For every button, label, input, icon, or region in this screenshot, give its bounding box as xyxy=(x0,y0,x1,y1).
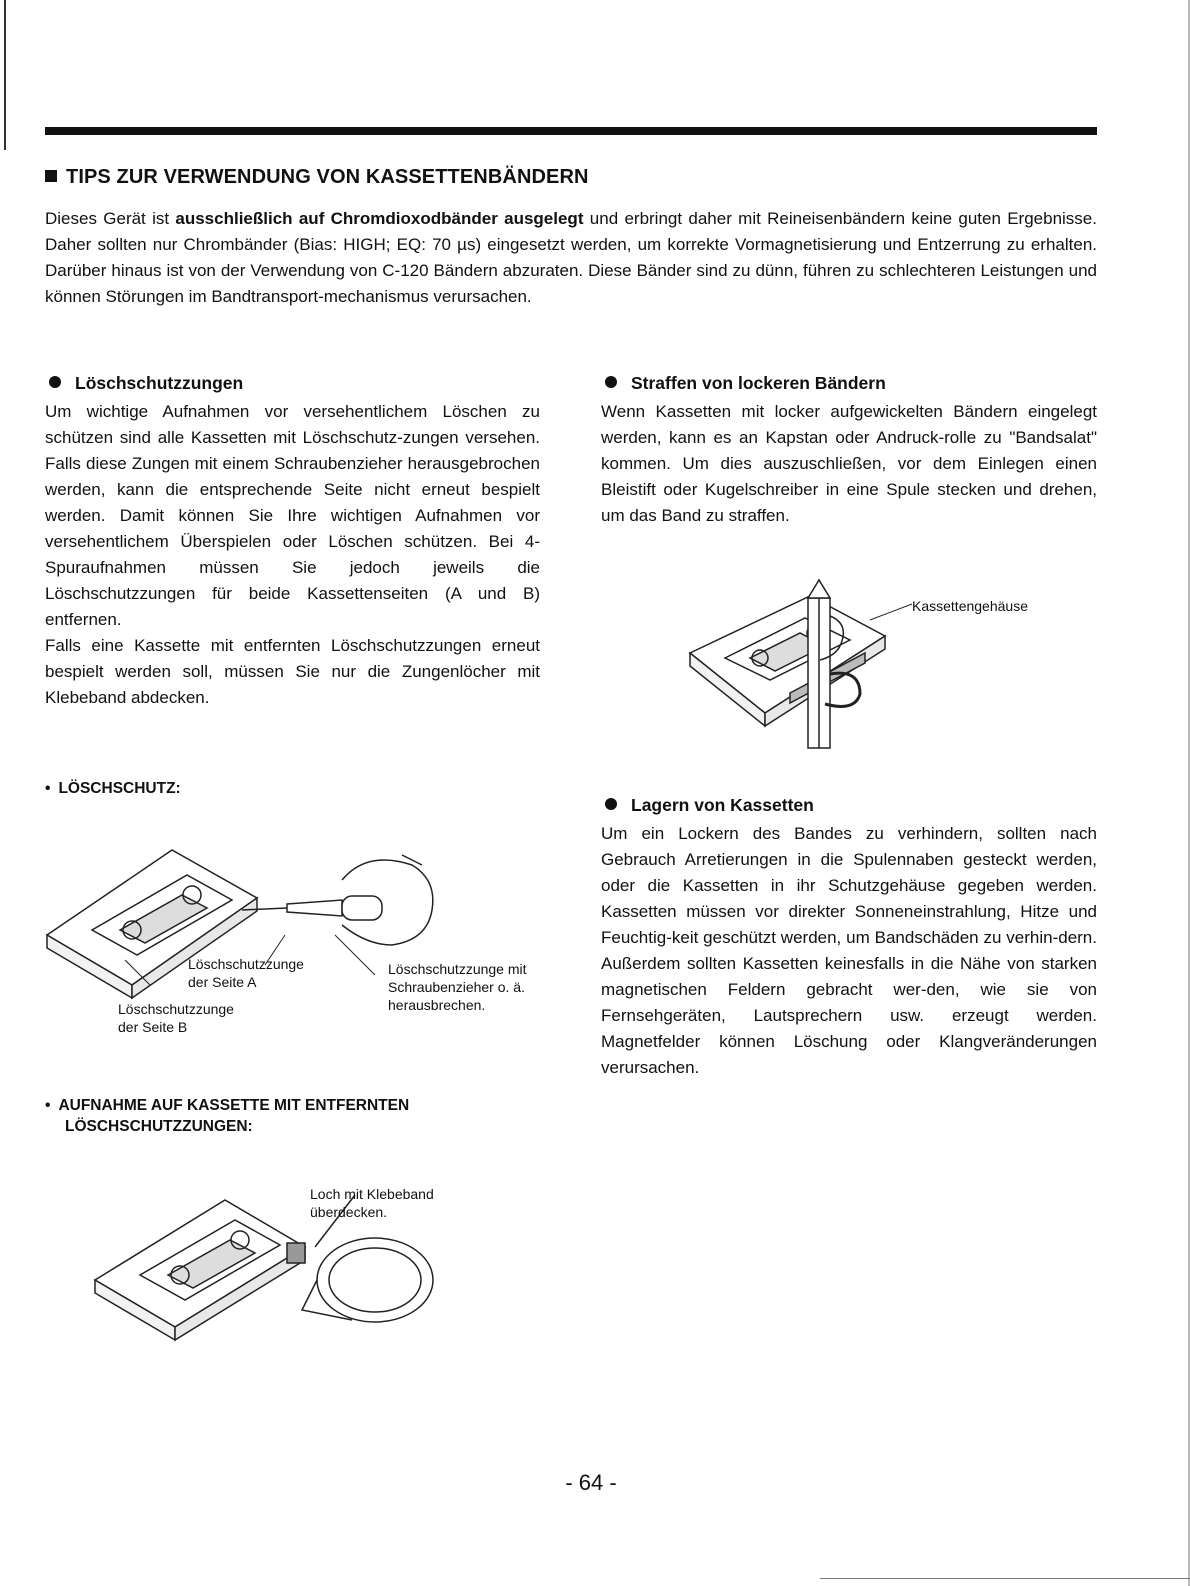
intro-bold: ausschließlich auf Chromdioxodbänder ausgelegt xyxy=(175,209,584,228)
fig1-heading: • LÖSCHSCHUTZ: xyxy=(45,780,181,797)
intro-paragraph: Dieses Gerät ist ausschließlich auf Chromdioxodbänder ausgelegt und erbringt daher mit Reineisenbändern keine guten Ergebnisse. Daher sollten nur Chrombänder (Bias: HIGH; EQ: 70 µs) eingesetzt werden, um korrekte Vormagnetisierung und Entzerrung zu erhalten. Darüber hinaus ist von der Verwendung von C-120 Bändern abzuraten. Diese Bänder sind zu dünn, führen zu schlechteren Leistungen und können Störungen im Bandtransport-mechanismus verursachen. xyxy=(45,209,1097,306)
loeschschutz-body xyxy=(45,399,540,711)
bullet-icon xyxy=(605,798,617,810)
bullet-icon xyxy=(605,376,617,388)
fig1-label-seite-b: Löschschutzzunge der Seite B xyxy=(118,1001,234,1035)
scan-edge-left xyxy=(4,0,6,150)
section-heading: TIPS ZUR VERWENDUNG VON KASSETTENBÄNDERN xyxy=(45,166,589,189)
section-lagern xyxy=(601,792,1097,1081)
fig1-label-seite-a: Löschschutzzunge der Seite A xyxy=(188,956,304,990)
bottom-rule xyxy=(820,1578,1190,1579)
straffen-title: Straffen von lockeren Bändern xyxy=(601,370,1097,396)
lagern-title: Lagern von Kassetten xyxy=(601,792,1097,818)
fig2-label-loch: Loch mit Klebeband überdecken. xyxy=(310,1186,434,1220)
kassettengehaeuse-leader-line xyxy=(868,602,914,622)
kassettengehaeuse-label: Kassettengehäuse xyxy=(912,598,1028,614)
section-loeschschutz xyxy=(45,370,540,711)
straffen-body: Wenn Kassetten mit locker aufgewickelten Bändern eingelegt werden, kann es an Kapstan oder Andruck-rolle zu "Bandsalat" kommen. Um dies auszuschließen, vor dem Einlegen einen Bleistift oder Kugelschreiber in eine Spule stecken und drehen, um das Band zu straffen. xyxy=(601,402,1097,525)
loeschschutz-p2: Falls eine Kassette mit entfernten Löschschutzzungen erneut bespielt werden soll, müssen Sie nur die Zungenlöcher mit Klebeband abdecken. xyxy=(45,636,540,707)
loeschschutz-p1: Um wichtige Aufnahmen vor versehentlichem Löschen zu schützen sind alle Kassetten mit Löschschutz-zungen versehen. Falls diese Zungen mit einem Schraubenzieher herausgebrochen werden, kann die entsprechende Seite nicht erneut bespielt werden. Damit können Sie Ihre wichtigen Aufnahmen vor versehentlichem Überspielen oder Löschen schützen. Bei 4-Spuraufnahmen müssen Sie jedoch jeweils die Löschschutzzungen für beide Kassettenseiten (A und B) entfernen. xyxy=(45,402,540,629)
section-straffen xyxy=(601,370,1097,529)
bullet-icon xyxy=(49,376,61,388)
page-number: - 64 - xyxy=(565,1470,617,1495)
loeschschutz-title: Löschschutzzungen xyxy=(45,370,540,396)
lagern-body: Um ein Lockern des Bandes zu verhindern, sollten nach Gebrauch Arretierungen in die Spulennaben gesteckt werden, oder die Kassetten in ihr Schutzgehäuse gegeben werden. Kassetten müssen vor direkter Sonneneinstrahlung, Hitze und Feuchtig-keit geschützt werden, um Bandschäden zu verhin-dern. Außerdem sollten Kassetten keinesfalls in die Nähe von starken magnetischen Feldern gebracht wer-den, wie sie von Fernsehgeräten, Lautsprechern usw. erzeugt werden. Magnetfelder können Löschung oder Klangveränderungen verursachen. xyxy=(601,824,1097,1077)
fig1-label-schraubenzieher: Löschschutzzunge mit Schraubenzieher o. ä. herausbrechen. xyxy=(388,961,527,1013)
fig2-heading: • AUFNAHME AUF KASSETTE MIT ENTFERNTEN LÖSCHSCHUTZZUNGEN: xyxy=(45,1097,410,1135)
header-bar xyxy=(45,127,1097,135)
square-bullet-icon xyxy=(45,170,57,182)
